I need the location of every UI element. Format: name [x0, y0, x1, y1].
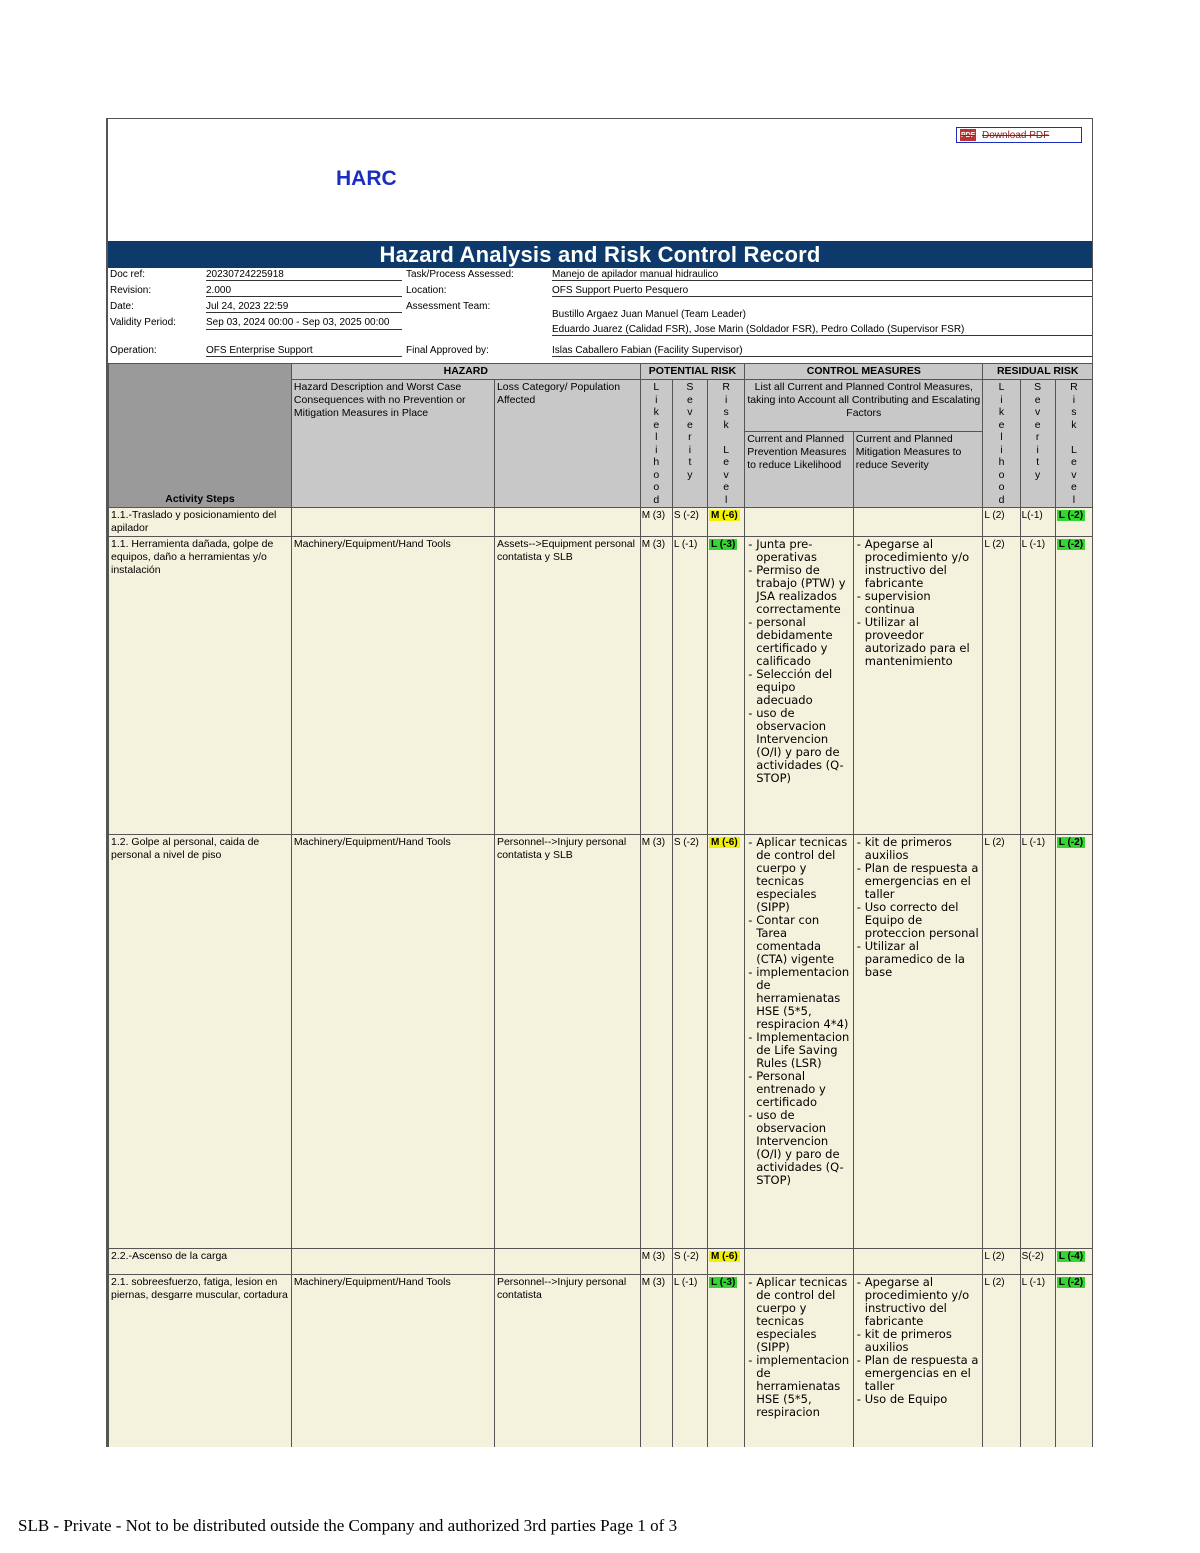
likelihood-cell: M (3): [640, 1249, 672, 1275]
col-mitigation: Current and Planned Mitigation Measures to reduce Severity: [853, 432, 983, 508]
hazard-cell: [291, 1249, 494, 1275]
severity-cell: L (-1): [672, 537, 707, 835]
mitigation-item: - Apegarse al procedimiento y/o instructivo del fabricante: [865, 538, 981, 590]
residual-risk-level-cell: [1055, 1275, 1092, 1448]
operation-label: Operation:: [110, 345, 157, 356]
prevention-item: - Permiso de trabajo (PTW) y JSA realizados correctamente: [756, 564, 851, 616]
operation-value: OFS Enterprise Support: [206, 345, 402, 357]
pdf-icon: PDF: [960, 129, 976, 141]
location-label: Location:: [406, 285, 447, 296]
activity-step-row: [109, 1249, 1093, 1275]
prevention-item: - implementacion de herramienatas HSE (5*5, respiracion 4*4): [756, 966, 851, 1031]
residual-risk-level-cell: [1055, 835, 1092, 1249]
risk-level-badge: L (-3): [711, 1277, 736, 1288]
residual-risk-level-cell: [1055, 537, 1092, 835]
residual-severity-cell: L (-1): [1020, 835, 1055, 1249]
mitigation-item: - Apegarse al procedimiento y/o instructivo del fabricante: [865, 1276, 981, 1328]
date-value: Jul 24, 2023 22:59: [206, 301, 402, 313]
harc-document: [106, 118, 1093, 1447]
prevention-list: [747, 836, 851, 1187]
col-likelihood: L i k e l i h o o d: [640, 380, 672, 508]
prevention-item: - Selección del equipo adecuado: [756, 668, 851, 707]
hazard-row: [109, 835, 1093, 1249]
hazard-row: [109, 537, 1093, 835]
col-hazard-description: Hazard Description and Worst Case Consequences with no Prevention or Mitigation Measures in Place: [291, 380, 494, 508]
approved-value: Islas Caballero Fabian (Facility Supervisor): [552, 345, 1092, 357]
group-hazard: HAZARD: [291, 364, 640, 380]
prevention-item: - uso de observacion Intervencion (O/I) y paro de actividades (Q-STOP): [756, 707, 851, 785]
mitigation-item: - kit de primeros auxilios: [865, 836, 981, 862]
team-line-2: Eduardo Juarez (Calidad FSR), Jose Marin (Soldador FSR), Pedro Collado (Supervisor FSR): [552, 324, 1092, 336]
likelihood-cell: M (3): [640, 537, 672, 835]
prevention-item: - Junta pre-operativas: [756, 538, 851, 564]
residual-severity-cell: S(-2): [1020, 1249, 1055, 1275]
revision-label: Revision:: [110, 285, 152, 296]
mitigation-item: - kit de primeros auxilios: [865, 1328, 981, 1354]
residual-risk-badge: L (-4): [1058, 1251, 1084, 1262]
col-control-list: List all Current and Planned Control Measures, taking into Account all Contributing and Escalating Factors: [745, 380, 983, 432]
loss-category-cell: Personnel-->Injury personal contatista y SLB: [494, 835, 640, 1249]
activity-step-row: [109, 508, 1093, 537]
risk-level-cell: [708, 835, 745, 1249]
prevention-item: - Aplicar tecnicas de control del cuerpo y tecnicas especiales (SIPP): [756, 1276, 851, 1354]
likelihood-cell: M (3): [640, 835, 672, 1249]
risk-level-cell: [708, 1275, 745, 1448]
col-prevention: Current and Planned Prevention Measures to reduce Likelihood: [745, 432, 854, 508]
col-risk-level: R i s k L e v e l: [708, 380, 745, 508]
residual-risk-badge: L (-2): [1058, 837, 1084, 848]
activity-cell: 1.1. Herramienta dañada, golpe de equipos, daño a herramientas y/o instalación: [109, 537, 292, 835]
activity-cell: 2.1. sobreesfuerzo, fatiga, lesion en piernas, desgarre muscular, cortadura: [109, 1275, 292, 1448]
record-title: Hazard Analysis and Risk Control Record: [108, 241, 1092, 268]
prevention-cell: [745, 835, 854, 1249]
group-control-measures: CONTROL MEASURES: [745, 364, 983, 380]
prevention-list: [747, 1276, 851, 1419]
hazard-row: [109, 1275, 1093, 1448]
prevention-item: - Personal entrenado y certificado: [756, 1070, 851, 1109]
mitigation-item: - Plan de respuesta a emergencias en el taller: [865, 862, 981, 901]
download-pdf-label: Download PDF: [982, 129, 1050, 141]
doc-ref-value: 20230724225918: [206, 269, 402, 281]
likelihood-cell: M (3): [640, 1275, 672, 1448]
activity-cell: 1.2. Golpe al personal, caida de personal a nivel de piso: [109, 835, 292, 1249]
prevention-list: [747, 538, 851, 785]
loss-category-cell: [494, 1249, 640, 1275]
risk-level-cell: [708, 508, 745, 537]
col-severity: S e v e r i t y: [672, 380, 707, 508]
col-residual-likelihood: L i k e l i h o o d: [983, 380, 1020, 508]
residual-risk-badge: L (-2): [1058, 539, 1084, 550]
residual-risk-badge: L (-2): [1058, 1277, 1084, 1288]
prevention-cell: [745, 1275, 854, 1448]
mitigation-item: - Uso de Equipo: [865, 1393, 981, 1406]
col-residual-risk-level: R i s k L e v e l: [1055, 380, 1092, 508]
risk-level-badge: M (-6): [711, 1251, 738, 1262]
footer-note: SLB - Private - Not to be distributed outside the Company and authorized 3rd parties Page 1 of 3: [18, 1516, 678, 1535]
residual-risk-level-cell: [1055, 1249, 1092, 1275]
loss-category-cell: Assets-->Equipment personal contatista y SLB: [494, 537, 640, 835]
severity-cell: S (-2): [672, 508, 707, 537]
residual-likelihood-cell: L (2): [983, 537, 1020, 835]
task-label: Task/Process Assessed:: [406, 269, 514, 280]
prevention-item: - implementacion de herramienatas HSE (5*5, respiracion: [756, 1354, 851, 1419]
residual-likelihood-cell: L (2): [983, 1275, 1020, 1448]
residual-risk-level-cell: [1055, 508, 1092, 537]
mitigation-item: - Uso correcto del Equipo de proteccion personal: [865, 901, 981, 940]
risk-level-badge: M (-6): [711, 510, 738, 521]
prevention-item: - personal debidamente certificado y calificado: [756, 616, 851, 668]
residual-likelihood-cell: L (2): [983, 508, 1020, 537]
revision-value: 2.000: [206, 285, 402, 297]
mitigation-list: [856, 1276, 981, 1406]
loss-category-cell: Personnel-->Injury personal contatista: [494, 1275, 640, 1448]
prevention-cell: [745, 537, 854, 835]
mitigation-list: [856, 538, 981, 668]
mitigation-cell: [853, 508, 983, 537]
activity-cell: 1.1.-Traslado y posicionamiento del apilador: [109, 508, 292, 537]
activity-cell: 2.2.-Ascenso de la carga: [109, 1249, 292, 1275]
mitigation-cell: [853, 835, 983, 1249]
download-pdf-button[interactable]: [956, 127, 1082, 143]
harc-title: HARC: [336, 167, 397, 190]
prevention-item: - Aplicar tecnicas de control del cuerpo y tecnicas especiales (SIPP): [756, 836, 851, 914]
hazard-cell: [291, 508, 494, 537]
col-activity-steps: Activity Steps: [109, 364, 292, 508]
mitigation-item: - Utilizar al paramedico de la base: [865, 940, 981, 979]
mitigation-cell: [853, 1275, 983, 1448]
date-label: Date:: [110, 301, 134, 312]
prevention-item: - uso de observacion Intervencion (O/I) y paro de actividades (Q-STOP): [756, 1109, 851, 1187]
doc-ref-label: Doc ref:: [110, 269, 146, 280]
residual-severity-cell: L (-1): [1020, 537, 1055, 835]
col-residual-severity: S e v e r i t y: [1020, 380, 1055, 508]
severity-cell: S (-2): [672, 835, 707, 1249]
loss-category-cell: [494, 508, 640, 537]
residual-severity-cell: L(-1): [1020, 508, 1055, 537]
mitigation-item: - Utilizar al proveedor autorizado para el mantenimiento: [865, 616, 981, 668]
team-label: Assessment Team:: [406, 301, 491, 312]
prevention-cell: [745, 1249, 854, 1275]
risk-level-badge: M (-6): [711, 837, 738, 848]
prevention-cell: [745, 508, 854, 537]
mitigation-cell: [853, 1249, 983, 1275]
residual-severity-cell: L (-1): [1020, 1275, 1055, 1448]
residual-likelihood-cell: L (2): [983, 835, 1020, 1249]
prevention-item: - Contar con Tarea comentada (CTA) vigente: [756, 914, 851, 966]
mitigation-item: - supervision continua: [865, 590, 981, 616]
hazard-cell: Machinery/Equipment/Hand Tools: [291, 1275, 494, 1448]
hazard-cell: Machinery/Equipment/Hand Tools: [291, 835, 494, 1249]
severity-cell: L (-1): [672, 1275, 707, 1448]
task-value: Manejo de apilador manual hidraulico: [552, 269, 1092, 281]
hazard-table: [108, 363, 1093, 1447]
risk-level-cell: [708, 1249, 745, 1275]
prevention-item: - Implementacion de Life Saving Rules (LSR): [756, 1031, 851, 1070]
mitigation-list: [856, 836, 981, 979]
residual-risk-badge: L (-2): [1058, 510, 1084, 521]
validity-value: Sep 03, 2024 00:00 - Sep 03, 2025 00:00: [206, 317, 402, 330]
mitigation-cell: [853, 537, 983, 835]
risk-level-badge: L (-3): [711, 539, 736, 550]
approved-label: Final Approved by:: [406, 345, 489, 356]
risk-level-cell: [708, 537, 745, 835]
team-line-1: Bustillo Argaez Juan Manuel (Team Leader): [552, 309, 746, 320]
likelihood-cell: M (3): [640, 508, 672, 537]
location-value: OFS Support Puerto Pesquero: [552, 285, 1092, 297]
col-loss-category: Loss Category/ Population Affected: [494, 380, 640, 508]
hazard-cell: Machinery/Equipment/Hand Tools: [291, 537, 494, 835]
group-potential-risk: POTENTIAL RISK: [640, 364, 745, 380]
residual-likelihood-cell: L (2): [983, 1249, 1020, 1275]
validity-label: Validity Period:: [110, 317, 176, 328]
severity-cell: S (-2): [672, 1249, 707, 1275]
mitigation-item: - Plan de respuesta a emergencias en el taller: [865, 1354, 981, 1393]
group-residual-risk: RESIDUAL RISK: [983, 364, 1093, 380]
